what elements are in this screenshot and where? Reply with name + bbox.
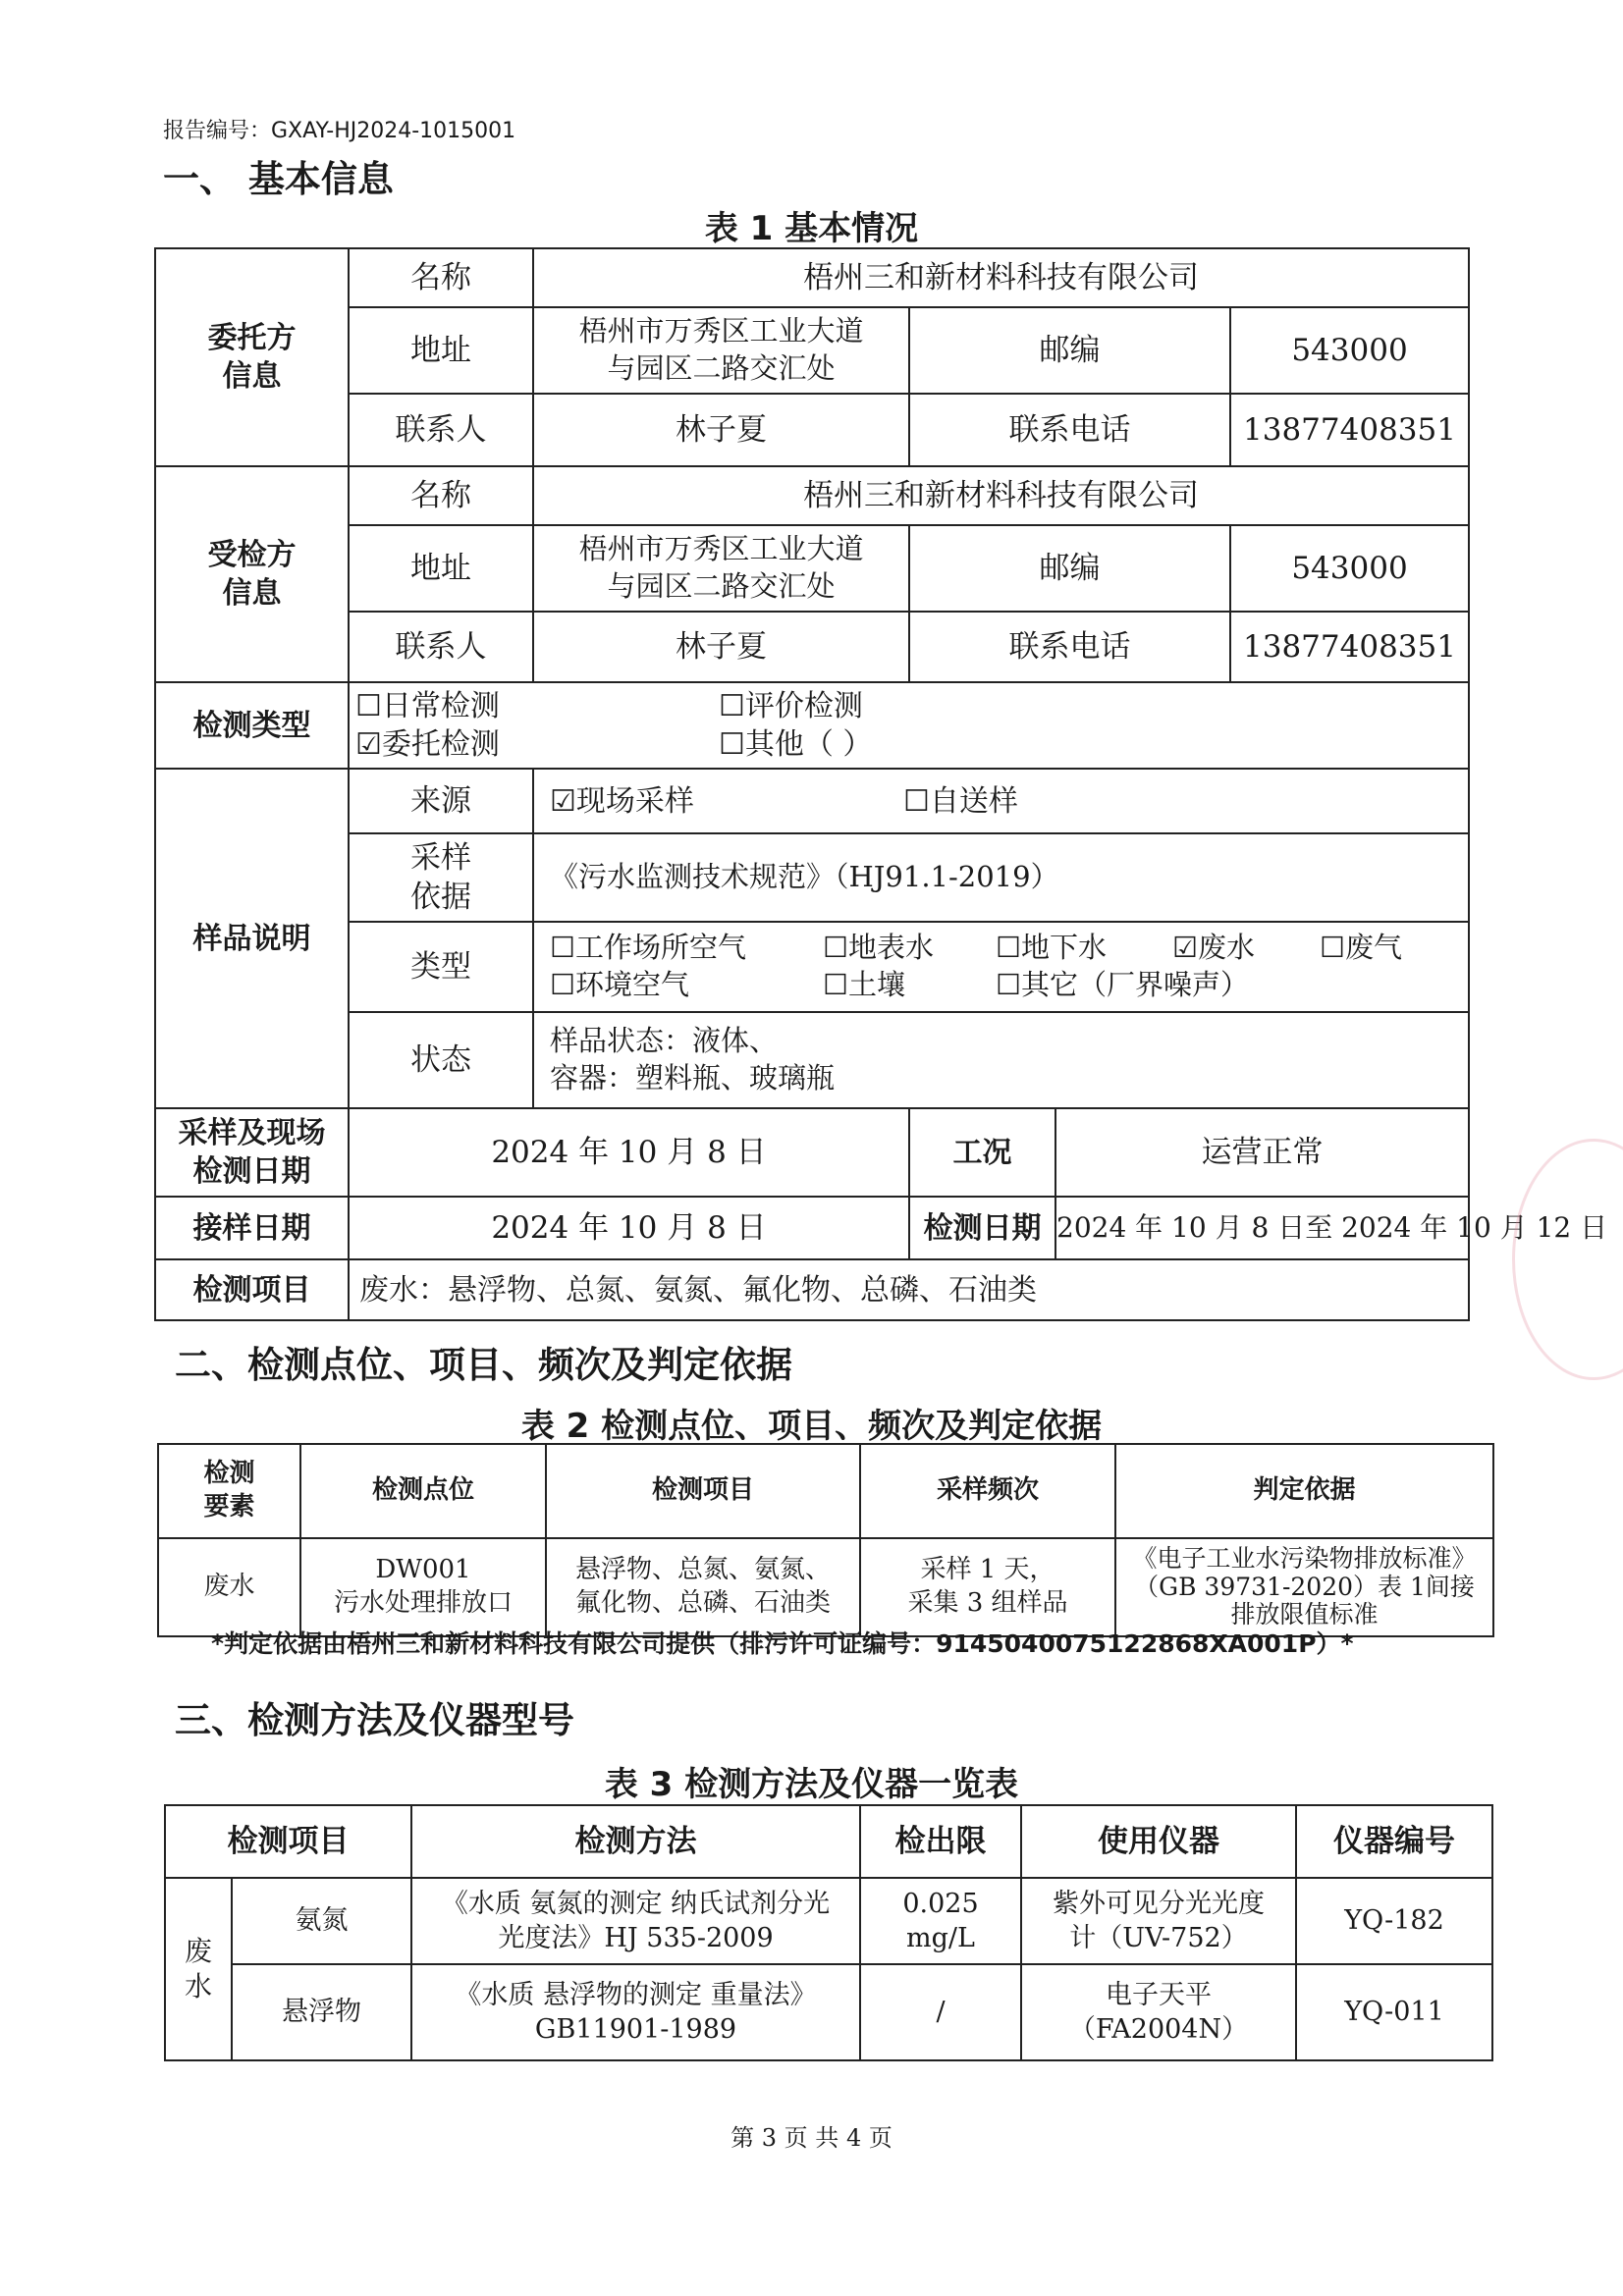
inspected-address-value: 梧州市万秀区工业大道 与园区二路交汇处 [533,525,909,612]
test-type-other: ☐其他（ ） [719,727,873,762]
test-date-value: 2024 年 10 月 8 日至 2024 年 10 月 12 日 [1055,1197,1469,1259]
source-options [533,769,1469,833]
inspected-contact-label: 联系人 [349,612,533,682]
t2-items: 悬浮物、总氮、氨氮、 氟化物、总磷、石油类 [546,1538,860,1636]
table-3-caption: 表 3 检测方法及仪器一览表 [604,1765,1019,1804]
t3-row1-item: 氨氮 [232,1878,411,1964]
t3-header-method: 检测方法 [411,1805,860,1878]
t2-element: 废水 [158,1538,300,1636]
t2-header-items: 检测项目 [546,1444,860,1538]
t2-point: DW001 污水处理排放口 [300,1538,546,1636]
section-1-title: 一、 基本信息 [163,158,394,200]
client-contact-value: 林子夏 [533,394,909,466]
inspected-phone-label: 联系电话 [909,612,1230,682]
seal-stamp-faint [1512,1139,1623,1380]
t3-group-wastewater: 废 水 [165,1878,232,2060]
t3-header-item: 检测项目 [165,1805,411,1878]
t3-row1-limit: 0.025 mg/L [860,1878,1021,1964]
client-address-value: 梧州市万秀区工业大道 与园区二路交汇处 [533,307,909,394]
inspected-postcode-value: 543000 [1230,525,1469,612]
test-type-commissioned: ☑委托检测 [355,727,500,762]
test-type-evaluation: ☐评价检测 [719,689,863,723]
test-type-options [349,682,1469,769]
section-2-title: 二、检测点位、项目、频次及判定依据 [175,1344,792,1386]
source-label: 来源 [349,769,533,833]
test-items-value: 废水：悬浮物、总氮、氨氮、氟化物、总磷、石油类 [349,1259,1469,1320]
source-self-delivered: ☐自送样 [903,783,1018,819]
sample-state-label: 状态 [349,1012,533,1108]
sampling-date-value: 2024 年 10 月 8 日 [349,1108,909,1197]
t3-row2-item: 悬浮物 [232,1964,411,2060]
t2-basis: 《电子工业水污染物排放标准》（GB 39731-2020）表 1间接排放限值标准 [1115,1538,1493,1636]
inspected-contact-value: 林子夏 [533,612,909,682]
client-postcode-label: 邮编 [909,307,1230,394]
test-points-table [157,1443,1494,1637]
t3-row1-method: 《水质 氨氮的测定 纳氏试剂分光光度法》HJ 535-2009 [411,1878,860,1964]
table-1-caption: 表 1 基本情况 [704,209,919,248]
type-exhaust-gas: ☐废气 [1320,931,1402,965]
t3-row2-method: 《水质 悬浮物的测定 重量法》 GB11901-1989 [411,1964,860,2060]
t3-row1-instrument: 紫外可见分光光度计（UV-752） [1021,1878,1296,1964]
client-contact-label: 联系人 [349,394,533,466]
client-address-label: 地址 [349,307,533,394]
t2-header-element: 检测 要素 [158,1444,300,1538]
sample-type-options [533,922,1469,1012]
receive-date-label: 接样日期 [155,1197,349,1259]
type-other-noise: ☐其它（厂界噪声） [996,968,1249,1001]
t3-header-limit: 检出限 [860,1805,1021,1878]
inspected-info-label: 受检方 信息 [155,466,349,682]
source-field-sampling: ☑现场采样 [550,783,694,819]
sampling-date-label: 采样及现场 检测日期 [155,1108,349,1197]
t3-row2-code: YQ-011 [1296,1964,1492,2060]
t3-row2-instrument: 电子天平 （FA2004N） [1021,1964,1296,2060]
basis-note: *判定依据由梧州三和新材料科技有限公司提供（排污许可证编号：9145040075122868XA001P）* [211,1629,1354,1658]
inspected-name-label: 名称 [349,466,533,525]
type-ambient-air: ☐环境空气 [550,968,689,1001]
client-name-label: 名称 [349,248,533,307]
client-info-label: 委托方 信息 [155,248,349,466]
condition-value: 运营正常 [1055,1108,1469,1197]
t2-header-frequency: 采样频次 [860,1444,1115,1538]
type-surface-water: ☐地表水 [823,931,934,965]
type-groundwater: ☐地下水 [996,931,1107,965]
t3-header-code: 仪器编号 [1296,1805,1492,1878]
sampling-basis-label: 采样 依据 [349,833,533,922]
sampling-basis-value: 《污水监测技术规范》（HJ91.1-2019） [533,833,1469,922]
client-name-value: 梧州三和新材料科技有限公司 [533,248,1469,307]
t3-row1-code: YQ-182 [1296,1878,1492,1964]
methods-table [164,1804,1493,2061]
type-soil: ☐土壤 [823,968,905,1001]
sample-description-label: 样品说明 [155,769,349,1108]
sample-type-label: 类型 [349,922,533,1012]
t2-header-point: 检测点位 [300,1444,546,1538]
test-items-label: 检测项目 [155,1259,349,1320]
inspected-phone-value: 13877408351 [1230,612,1469,682]
receive-date-value: 2024 年 10 月 8 日 [349,1197,909,1259]
page-footer: 第 3 页 共 4 页 [730,2124,893,2152]
test-date-label: 检测日期 [909,1197,1055,1259]
section-3-title: 三、检测方法及仪器型号 [175,1699,574,1741]
t3-header-instrument: 使用仪器 [1021,1805,1296,1878]
sample-state-value: 样品状态：液体、 容器：塑料瓶、玻璃瓶 [533,1012,1469,1108]
basic-info-table [154,247,1608,1321]
table-2-caption: 表 2 检测点位、项目、频次及判定依据 [520,1407,1103,1446]
report-number: 报告编号：GXAY-HJ2024-1015001 [163,119,516,143]
t2-header-basis: 判定依据 [1115,1444,1493,1538]
test-type-daily: ☐日常检测 [355,689,500,723]
type-wastewater: ☑废水 [1172,931,1255,965]
inspected-postcode-label: 邮编 [909,525,1230,612]
test-type-label: 检测类型 [155,682,349,769]
t3-row2-limit: / [860,1964,1021,2060]
condition-label: 工况 [909,1108,1055,1197]
inspected-name-value: 梧州三和新材料科技有限公司 [533,466,1469,525]
inspected-address-label: 地址 [349,525,533,612]
client-phone-label: 联系电话 [909,394,1230,466]
type-workplace-air: ☐工作场所空气 [550,931,746,965]
client-postcode-value: 543000 [1230,307,1469,394]
t2-frequency: 采样 1 天， 采集 3 组样品 [860,1538,1115,1636]
client-phone-value: 13877408351 [1230,394,1469,466]
